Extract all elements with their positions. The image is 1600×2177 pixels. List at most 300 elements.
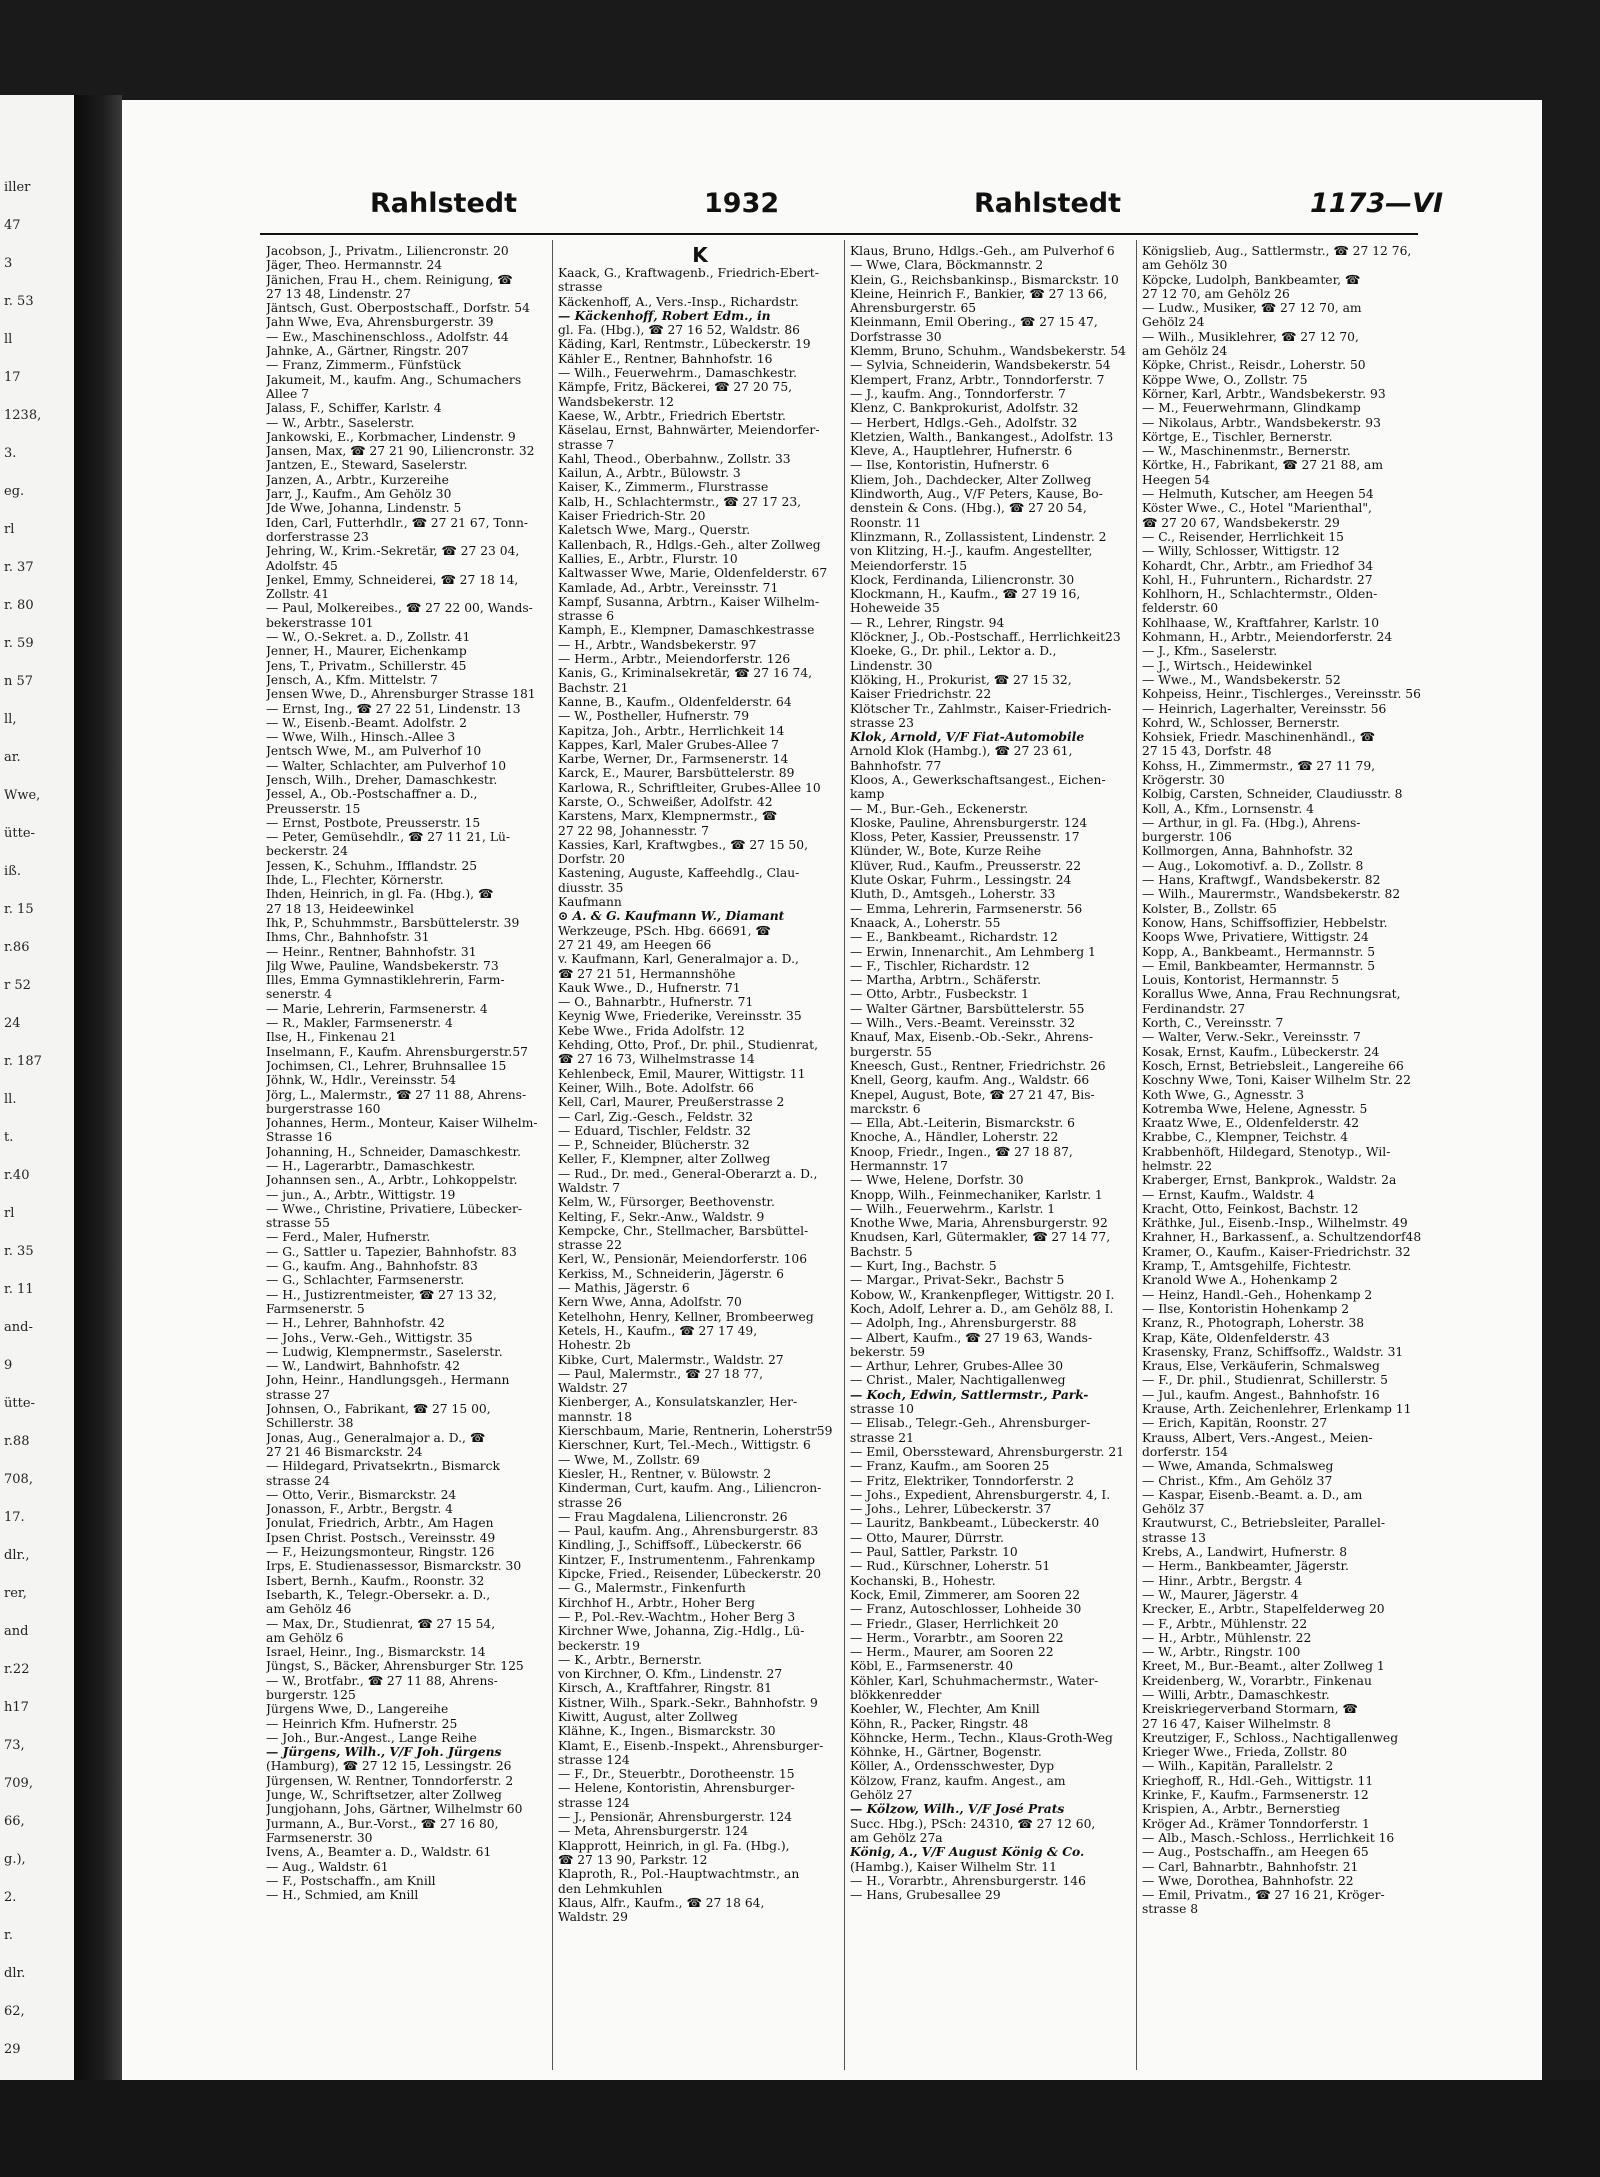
directory-entry: Krispien, A., Arbtr., Bernerstieg	[1142, 1802, 1341, 1817]
directory-entry: Kranz, R., Photograph, Loherstr. 38	[1142, 1316, 1365, 1331]
directory-entry: Jakumeit, M., kaufm. Ang., Schumachers	[266, 372, 522, 387]
directory-entry: 27 16 47, Kaiser Wilhelmstr. 8	[1142, 1716, 1331, 1731]
directory-entry: — Emil, Bankbeamter, Hermannstr. 5	[1142, 958, 1376, 973]
directory-entry: — Kaspar, Eisenb.-Beamt. a. D., am	[1142, 1487, 1363, 1502]
directory-entry: Kohardt, Chr., Arbtr., am Friedhof 34	[1142, 558, 1374, 573]
directory-entry: senerstr. 4	[266, 987, 333, 1002]
directory-entry: Knopp, Wilh., Feinmechaniker, Karlstr. 1	[850, 1187, 1103, 1202]
margin-fragment: 709,	[4, 1776, 33, 1791]
directory-entry: Jankowski, E., Korbmacher, Lindenstr. 9	[266, 429, 516, 444]
directory-entry: strasse 27	[266, 1387, 330, 1402]
margin-fragment: iß.	[4, 864, 21, 879]
directory-entry: Ketelhohn, Henry, Kellner, Brombeerweg	[558, 1309, 814, 1324]
margin-fragment: ütte-	[4, 1396, 35, 1411]
directory-entry: Kaletsch Wwe, Marg., Querstr.	[558, 523, 751, 538]
margin-fragment: 73,	[4, 1738, 25, 1753]
directory-entry: Knoop, Friedr., Ingen., ☎ 27 18 87,	[850, 1144, 1073, 1159]
previous-page-margin	[0, 95, 74, 2080]
directory-entry: den Lehmkuhlen	[558, 1881, 663, 1896]
directory-entry: Kneesch, Gust., Rentner, Friedrichstr. 26	[850, 1058, 1106, 1073]
directory-entry: Knothe Wwe, Maria, Ahrensburgerstr. 92	[850, 1216, 1108, 1231]
directory-entry: — Aug., Lokomotivf. a. D., Zollstr. 8	[1142, 858, 1364, 873]
directory-entry: — Jürgens, Wilh., V/F Joh. Jürgens	[266, 1745, 502, 1760]
margin-fragment: r. 187	[4, 1054, 42, 1069]
directory-entry: Irps, E. Studienassessor, Bismarckstr. 30	[266, 1559, 522, 1574]
margin-fragment: r.	[4, 1928, 13, 1943]
directory-entry: Jessel, A., Ob.-Postschaffner a. D.,	[266, 787, 478, 802]
directory-entry: Knell, Georg, kaufm. Ang., Waldstr. 66	[850, 1073, 1090, 1088]
directory-entry: — P., Pol.-Rev.-Wachtm., Hoher Berg 3	[558, 1609, 796, 1624]
directory-entry: Kräthke, Jul., Eisenb.-Insp., Wilhelmstr. 49	[1142, 1216, 1408, 1231]
directory-entry: Köller, A., Ordensschwester, Dyp	[850, 1759, 1055, 1774]
column-divider	[1136, 240, 1137, 2070]
directory-entry: Farmsenerstr. 30	[266, 1830, 373, 1845]
directory-entry: 27 12 70, am Gehölz 26	[1142, 286, 1290, 301]
directory-entry: — Hans, Kraftwgf., Wandsbekerstr. 82	[1142, 873, 1381, 888]
column-divider	[844, 240, 845, 2070]
margin-fragment: r. 37	[4, 560, 34, 575]
directory-entry: kamp	[850, 787, 885, 802]
directory-entry: Koch, Adolf, Lehrer a. D., am Gehölz 88, I.	[850, 1301, 1114, 1316]
directory-entry: — Wwe., M., Wandsbekerstr. 52	[1142, 672, 1341, 687]
scan-bottom-shadow	[0, 2080, 1600, 2177]
directory-entry: — W., Maschinenmstr., Bernerstr.	[1142, 444, 1351, 459]
directory-entry: Roonstr. 11	[850, 515, 922, 530]
directory-entry: Jarr, J., Kaufm., Am Gehölz 30	[266, 487, 452, 502]
directory-entry: Kloeke, G., Dr. phil., Lektor a. D.,	[850, 644, 1057, 659]
directory-entry: Krinke, F., Kaufm., Farmsenerstr. 12	[1142, 1788, 1369, 1803]
directory-entry: Keynig Wwe, Friederike, Vereinsstr. 35	[558, 1009, 802, 1024]
directory-entry: Jäger, Theo. Hermannstr. 24	[266, 258, 443, 273]
directory-entry: Zollstr. 41	[266, 587, 330, 602]
directory-entry: Kaiser Friedrich-Str. 20	[558, 509, 706, 524]
directory-entry: Jungjohann, Johs, Gärtner, Wilhelmstr 60	[266, 1802, 523, 1817]
directory-entry: — Otto, Maurer, Dürrstr.	[850, 1530, 1004, 1545]
directory-entry: Karste, O., Schweißer, Adolfstr. 42	[558, 794, 773, 809]
directory-entry: Preusserstr. 15	[266, 801, 361, 816]
directory-entry: — Herm., Bankbeamter, Jägerstr.	[1142, 1559, 1349, 1574]
directory-entry: Gehölz 27	[850, 1788, 913, 1803]
directory-entry: Iden, Carl, Futterhdlr., ☎ 27 21 67, Tonn-	[266, 515, 529, 530]
directory-entry: — C., Reisender, Herrlichkeit 15	[1142, 529, 1344, 544]
directory-entry: Jilg Wwe, Pauline, Wandsbekerstr. 73	[266, 958, 499, 973]
directory-entry: Jüngst, S., Bäcker, Ahrensburger Str. 125	[266, 1659, 524, 1674]
directory-entry: — Hildegard, Privatsekrtn., Bismarck	[266, 1459, 501, 1474]
directory-entry: Jansen, Max, ☎ 27 21 90, Liliencronstr. 32	[266, 444, 535, 459]
directory-entry: Kierschbaum, Marie, Rentnerin, Loherstr59	[558, 1424, 833, 1439]
directory-entry: — Erwin, Innenarchit., Am Lehmberg 1	[850, 944, 1096, 959]
directory-entry: 27 13 48, Lindenstr. 27	[266, 286, 411, 301]
directory-entry: felderstr. 60	[1142, 601, 1219, 616]
margin-fragment: r.88	[4, 1434, 30, 1449]
directory-entry: — Adolph, Ing., Ahrensburgerstr. 88	[850, 1316, 1077, 1331]
page-header	[122, 188, 1542, 228]
directory-entry: Knauf, Max, Eisenb.-Ob.-Sekr., Ahrens-	[850, 1030, 1094, 1045]
directory-entry: — Rud., Kürschner, Loherstr. 51	[850, 1559, 1051, 1574]
directory-entry: Succ. Hbg.), PSch: 24310, ☎ 27 12 60,	[850, 1816, 1096, 1831]
directory-entry: Koth Wwe, G., Agnesstr. 3	[1142, 1087, 1305, 1102]
directory-entry: Kampf, Susanna, Arbtrn., Kaiser Wilhelm-	[558, 594, 820, 609]
directory-entry: strasse 55	[266, 1216, 330, 1231]
directory-entry: — Wwe, M., Zollstr. 69	[558, 1452, 700, 1467]
directory-entry: Jürgensen, W. Rentner, Tonndorferstr. 2	[266, 1773, 514, 1788]
margin-fragment: Wwe,	[4, 788, 41, 803]
directory-entry: Heegen 54	[1142, 472, 1210, 487]
directory-entry: — Walter Gärtner, Barsbüttelerstr. 55	[850, 1001, 1085, 1016]
margin-fragment: 17.	[4, 1510, 25, 1525]
directory-entry: — Franz, Zimmerm., Fünfstück	[266, 358, 461, 373]
directory-entry: — W., Eisenb.-Beamt. Adolfstr. 2	[266, 715, 467, 730]
margin-fragment: and-	[4, 1320, 33, 1335]
directory-entry: — Carl, Bahnarbtr., Bahnhofstr. 21	[1142, 1859, 1359, 1874]
directory-entry: Junge, W., Schriftsetzer, alter Zollweg	[266, 1788, 502, 1803]
directory-entry: Korallus Wwe, Anna, Frau Rechnungsrat,	[1142, 987, 1401, 1002]
column-4	[1142, 244, 1426, 1917]
header-left-title: Rahlstedt	[370, 188, 518, 219]
directory-entry: — F., Postschaffn., am Knill	[266, 1873, 436, 1888]
margin-fragment: rl	[4, 522, 15, 537]
header-page-number: 1173—VI	[1310, 188, 1444, 219]
directory-entry: — W., Landwirt, Bahnhofstr. 42	[266, 1359, 461, 1374]
directory-entry: gl. Fa. (Hbg.), ☎ 27 16 52, Waldstr. 86	[558, 323, 801, 338]
directory-entry: — Kurt, Ing., Bachstr. 5	[850, 1259, 997, 1274]
directory-entry: Kipcke, Fried., Reisender, Lübeckerstr. 20	[558, 1567, 822, 1582]
directory-entry: Johannes, Herm., Monteur, Kaiser Wilhelm-	[266, 1116, 538, 1131]
directory-entry: — Helene, Kontoristin, Ahrensburger-	[558, 1781, 795, 1796]
directory-entry: Kloss, Peter, Kassier, Preussenstr. 17	[850, 830, 1080, 845]
directory-entry: Ipsen Christ. Postsch., Vereinsstr. 49	[266, 1530, 496, 1545]
directory-entry: Knudsen, Karl, Gütermakler, ☎ 27 14 77,	[850, 1230, 1111, 1245]
margin-fragment: ll.	[4, 1092, 17, 1107]
directory-entry: burgerstr. 106	[1142, 830, 1232, 845]
directory-entry: — Rud., Dr. med., General-Oberarzt a. D.,	[558, 1166, 818, 1181]
directory-entry: — F., Dr., Steuerbtr., Dorotheenstr. 15	[558, 1767, 795, 1782]
directory-entry: strasse	[558, 280, 603, 295]
directory-entry: Kehding, Otto, Prof., Dr. phil., Studienrat,	[558, 1038, 818, 1053]
directory-entry: Kassies, Karl, Kraftwgbes., ☎ 27 15 50,	[558, 837, 808, 852]
directory-entry: Köpcke, Ludolph, Bankbeamter, ☎	[1142, 272, 1361, 287]
directory-entry: Kraus, Else, Verkäuferin, Schmalsweg	[1142, 1359, 1380, 1374]
directory-entry: bekerstr. 59	[850, 1344, 925, 1359]
margin-fragment: 29	[4, 2042, 21, 2057]
directory-entry: Kreiskriegerverband Stormarn, ☎	[1142, 1702, 1358, 1717]
directory-entry: Kreidenberg, W., Vorarbtr., Finkenau	[1142, 1673, 1372, 1688]
directory-entry: strasse 23	[850, 715, 914, 730]
header-right-title: Rahlstedt	[974, 188, 1122, 219]
directory-entry: Strasse 16	[266, 1130, 333, 1145]
directory-entry: — Wwe, Amanda, Schmalsweg	[1142, 1459, 1334, 1474]
directory-entry: Jentsch Wwe, M., am Pulverhof 10	[266, 744, 482, 759]
directory-entry: — Johs., Lehrer, Lübeckerstr. 37	[850, 1502, 1052, 1517]
directory-entry: Kohlhorn, H., Schlachtermstr., Olden-	[1142, 587, 1378, 602]
directory-entry: — Wwe, Helene, Dorfstr. 30	[850, 1173, 1024, 1188]
directory-entry: — Meta, Ahrensburgerstr. 124	[558, 1824, 749, 1839]
directory-entry: — Martha, Arbtrn., Schäferstr.	[850, 973, 1042, 988]
directory-entry: — G., Sattler u. Tapezier, Bahnhofstr. 83	[266, 1244, 517, 1259]
directory-entry: Kirchhof H., Arbtr., Hoher Berg	[558, 1595, 756, 1610]
directory-entry: Klindworth, Aug., V/F Peters, Kause, Bo-	[850, 487, 1103, 502]
directory-entry: Knoche, A., Händler, Loherstr. 22	[850, 1130, 1059, 1145]
directory-entry: mannstr. 18	[558, 1409, 633, 1424]
margin-fragment: iller	[4, 180, 31, 195]
directory-entry: Königslieb, Aug., Sattlermstr., ☎ 27 12 76,	[1142, 244, 1412, 258]
directory-entry: Kallenbach, R., Hdlgs.-Geh., alter Zollweg	[558, 537, 821, 552]
margin-fragment: r. 11	[4, 1282, 34, 1297]
directory-entry: bekerstrasse 101	[266, 615, 374, 630]
directory-entry: Kinderman, Curt, kaufm. Ang., Liliencron-	[558, 1481, 822, 1496]
directory-entry: Körner, Karl, Arbtr., Wandsbekerstr. 93	[1142, 386, 1386, 401]
directory-entry: Jonas, Aug., Generalmajor a. D., ☎	[266, 1430, 486, 1445]
directory-entry: Kalb, H., Schlachtermstr., ☎ 27 17 23,	[558, 494, 802, 509]
directory-entry: (Hamburg), ☎ 27 12 15, Lessingstr. 26	[266, 1759, 512, 1774]
directory-entry: Kaiser, K., Zimmerm., Flurstrasse	[558, 480, 769, 495]
directory-entry: Klockmann, H., Kaufm., ☎ 27 19 16,	[850, 587, 1081, 602]
directory-entry: Allee 7	[266, 386, 310, 401]
directory-entry: — M., Bur.-Geh., Eckenerstr.	[850, 801, 1029, 816]
directory-entry: Arnold Klok (Hambg.), ☎ 27 23 61,	[850, 744, 1073, 759]
directory-entry: — Koch, Edwin, Sattlermstr., Park-	[850, 1387, 1089, 1402]
directory-entry: Jens, T., Privatm., Schillerstr. 45	[266, 658, 467, 673]
directory-entry: Kliem, Joh., Dachdecker, Alter Zollweg	[850, 472, 1092, 487]
directory-entry: Krebs, A., Landwirt, Hufnerstr. 8	[1142, 1545, 1348, 1560]
directory-entry: Gehölz 37	[1142, 1502, 1205, 1517]
directory-entry: — H., Justizrentmeister, ☎ 27 13 32,	[266, 1287, 497, 1302]
directory-entry: Jahn Wwe, Eva, Ahrensburgerstr. 39	[266, 315, 494, 330]
directory-entry: Inselmann, F., Kaufm. Ahrensburgerstr.57	[266, 1044, 528, 1059]
column-2	[558, 244, 842, 1924]
directory-entry: Kölzow, Franz, kaufm. Angest., am	[850, 1773, 1066, 1788]
section-letter: K	[692, 243, 708, 267]
margin-fragment: dlr.,	[4, 1548, 30, 1563]
directory-entry: — Wwe, Wilh., Hinsch.-Allee 3	[266, 730, 456, 745]
directory-entry: Ilse, H., Finkenau 21	[266, 1030, 397, 1045]
directory-entry: Kletzien, Walth., Bankangest., Adolfstr. 13	[850, 429, 1114, 444]
directory-entry: Dorfstr. 20	[558, 852, 625, 867]
directory-entry: Koschny Wwe, Toni, Kaiser Wilhelm Str. 22	[1142, 1073, 1411, 1088]
directory-entry: Köhncke, Herm., Techn., Klaus-Groth-Weg	[850, 1730, 1113, 1745]
directory-entry: am Gehölz 6	[266, 1630, 344, 1645]
directory-entry: Jänichen, Frau H., chem. Reinigung, ☎	[266, 272, 513, 287]
directory-entry: — Helmuth, Kutscher, am Heegen 54	[1142, 487, 1374, 502]
directory-entry: beckerstr. 24	[266, 844, 348, 859]
directory-entry: Ahrensburgerstr. 65	[850, 301, 977, 316]
directory-entry: strasse 13	[1142, 1530, 1206, 1545]
directory-entry: Kiesler, H., Rentner, v. Bülowstr. 2	[558, 1466, 772, 1481]
directory-entry: Dorfstrasse 30	[850, 329, 942, 344]
directory-entry: Krecker, E., Arbtr., Stapelfelderweg 20	[1142, 1602, 1385, 1617]
directory-entry: Kern Wwe, Anna, Adolfstr. 70	[558, 1295, 742, 1310]
directory-entry: Kämpfe, Fritz, Bäckerei, ☎ 27 20 75,	[558, 380, 793, 395]
directory-entry: Johnsen, O., Fabrikant, ☎ 27 15 00,	[266, 1402, 491, 1417]
margin-fragment: r 52	[4, 978, 31, 993]
directory-entry: Koll, A., Kfm., Lornsenstr. 4	[1142, 801, 1314, 816]
directory-page	[122, 100, 1542, 2110]
column-divider	[552, 240, 553, 2070]
directory-entry: Klaproth, R., Pol.-Hauptwachtmstr., an	[558, 1867, 800, 1882]
directory-entry: Ivens, A., Beamter a. D., Waldstr. 61	[266, 1845, 492, 1860]
directory-entry: — Willi, Arbtr., Damaschkestr.	[1142, 1687, 1330, 1702]
directory-entry: — Walter, Verw.-Sekr., Vereinsstr. 7	[1142, 1030, 1361, 1045]
directory-entry: Jensch, Wilh., Dreher, Damaschkestr.	[266, 772, 498, 787]
column-3	[850, 244, 1134, 1902]
margin-fragment: h17	[4, 1700, 29, 1715]
directory-entry: Klötscher Tr., Zahlmstr., Kaiser-Friedrich-	[850, 701, 1112, 716]
directory-entry: — W., O.-Sekret. a. D., Zollstr. 41	[266, 630, 471, 645]
margin-fragment: and	[4, 1624, 29, 1639]
directory-entry: Jurmann, A., Bur.-Vorst., ☎ 27 16 80,	[266, 1816, 499, 1831]
directory-entry: Klempert, Franz, Arbtr., Tonndorferstr. 7	[850, 372, 1105, 387]
directory-entry: Klenz, C. Bankprokurist, Adolfstr. 32	[850, 401, 1079, 416]
directory-entry: Jöhnk, W., Hdlr., Vereinsstr. 54	[266, 1073, 457, 1088]
directory-entry: — Hans, Grubesallee 29	[850, 1888, 1001, 1903]
directory-entry: Israel, Heinr., Ing., Bismarckstr. 14	[266, 1645, 486, 1660]
directory-entry: — G., Malermstr., Finkenfurth	[558, 1581, 746, 1596]
directory-entry: — Wilh., Feuerwehrm., Damaschkestr.	[558, 366, 798, 381]
margin-fragment: 9	[4, 1358, 13, 1373]
directory-entry: Kastening, Auguste, Kaffeehdlg., Clau-	[558, 866, 800, 881]
directory-entry: Kelting, F., Sekr.-Anw., Waldstr. 9	[558, 1209, 765, 1224]
directory-entry: Kaiser Friedrichstr. 22	[850, 687, 992, 702]
directory-entry: 27 15 43, Dorfstr. 48	[1142, 744, 1272, 759]
book-gutter	[74, 95, 122, 2080]
directory-entry: — Max, Dr., Studienrat, ☎ 27 15 54,	[266, 1616, 496, 1631]
directory-entry: burgerstrasse 160	[266, 1101, 381, 1116]
directory-entry: Ketels, H., Kaufm., ☎ 27 17 49,	[558, 1323, 758, 1338]
directory-entry: Jörg, L., Malermstr., ☎ 27 11 88, Ahrens-	[266, 1087, 527, 1102]
margin-fragment: r. 80	[4, 598, 34, 613]
margin-fragment: r.86	[4, 940, 30, 955]
directory-entry: — F., Dr. phil., Studienrat, Schillerstr. 5	[1142, 1373, 1388, 1388]
directory-entry: Kappes, Karl, Maler Grubes-Allee 7	[558, 737, 780, 752]
directory-entry: Kirchner Wwe, Johanna, Zig.-Hdlg., Lü-	[558, 1624, 805, 1639]
directory-entry: Jäntsch, Gust. Oberpostschaff., Dorfstr. 54	[266, 301, 530, 316]
directory-entry: — Wilh., Feuerwehrm., Karlstr. 1	[850, 1201, 1056, 1216]
directory-entry: Hermannstr. 17	[850, 1159, 948, 1173]
directory-entry: Jde Wwe, Johanna, Lindenstr. 5	[266, 501, 462, 516]
directory-entry: Kracht, Otto, Feinkost, Bachstr. 12	[1142, 1201, 1359, 1216]
directory-entry: — Ludw., Musiker, ☎ 27 12 70, am	[1142, 301, 1362, 316]
directory-entry: Hohestr. 2b	[558, 1338, 631, 1353]
directory-entry: Johannsen sen., A., Arbtr., Lohkoppelstr.	[266, 1173, 518, 1188]
margin-fragment: 62,	[4, 2004, 25, 2019]
directory-entry: marckstr. 6	[850, 1101, 921, 1116]
margin-fragment: r. 59	[4, 636, 34, 651]
directory-entry: — Ludwig, Klempnermstr., Saselerstr.	[266, 1344, 503, 1359]
directory-entry: — F., Heizungsmonteur, Ringstr. 126	[266, 1545, 495, 1560]
directory-entry: Karlowa, R., Schriftleiter, Grubes-Allee 10	[558, 780, 821, 795]
directory-entry: Knaack, A., Loherstr. 55	[850, 915, 1001, 930]
directory-entry: — Wilh., Vers.-Beamt. Vereinsstr. 32	[850, 1016, 1076, 1031]
directory-entry: Kohlhaase, W., Kraftfahrer, Karlstr. 10	[1142, 615, 1380, 630]
directory-entry: Jalass, F., Schiffer, Karlstr. 4	[266, 401, 442, 416]
directory-entry: Käselau, Ernst, Bahnwärter, Meiendorfer-	[558, 423, 820, 438]
directory-entry: Kähler E., Rentner, Bahnhofstr. 16	[558, 351, 773, 366]
directory-entry: — Marie, Lehrerin, Farmsenerstr. 4	[266, 1001, 488, 1016]
directory-entry: — Heinr., Rentner, Bahnhofstr. 31	[266, 944, 477, 959]
directory-entry: — Paul, Molkereibes., ☎ 27 22 00, Wands-	[266, 601, 533, 616]
directory-entry: — Franz, Autoschlosser, Lohheide 30	[850, 1602, 1082, 1617]
directory-entry: — Johs., Verw.-Geh., Wittigstr. 35	[266, 1330, 473, 1345]
directory-entry: — Herm., Vorarbtr., am Sooren 22	[850, 1630, 1064, 1645]
directory-entry: — Heinrich, Lagerhalter, Vereinsstr. 56	[1142, 701, 1387, 716]
directory-entry: — Ilse, Kontoristin Hohenkamp 2	[1142, 1301, 1350, 1316]
directory-entry: beckerstr. 19	[558, 1638, 640, 1653]
directory-entry: Wandsbekerstr. 12	[558, 394, 675, 409]
directory-entry: — Wwe., Christine, Privatiere, Lübecker-	[266, 1201, 523, 1216]
margin-fragment: g.),	[4, 1852, 26, 1867]
directory-entry: Meiendorferstr. 15	[850, 558, 968, 573]
directory-entry: Krabbenhöft, Hildegard, Stenotyp., Wil-	[1142, 1144, 1391, 1159]
directory-entry: strasse 7	[558, 437, 615, 452]
directory-entry: Klöking, H., Prokurist, ☎ 27 15 32,	[850, 672, 1072, 687]
margin-fragment: 2.	[4, 1890, 17, 1905]
directory-entry: Kamlade, Ad., Arbtr., Vereinsstr. 71	[558, 580, 779, 595]
directory-entry: Koehler, W., Flechter, Am Knill	[850, 1702, 1040, 1717]
directory-entry: — Franz, Kaufm., am Sooren 25	[850, 1459, 1050, 1474]
directory-entry: Krasensky, Franz, Schiffsoffz., Waldstr. 31	[1142, 1344, 1404, 1359]
directory-entry: Krabbe, C., Klempner, Teichstr. 4	[1142, 1130, 1349, 1145]
directory-entry: Kolster, B., Zollstr. 65	[1142, 901, 1277, 916]
directory-entry: Kahl, Theod., Oberbahnw., Zollstr. 33	[558, 451, 791, 466]
directory-entry: Klaus, Alfr., Kaufm., ☎ 27 18 64,	[558, 1895, 765, 1910]
directory-entry: — Wilh., Musiklehrer, ☎ 27 12 70,	[1142, 329, 1359, 344]
margin-fragment: 66,	[4, 1814, 25, 1829]
directory-entry: — Mathis, Jägerstr. 6	[558, 1281, 690, 1296]
directory-entry: Kock, Emil, Zimmerer, am Sooren 22	[850, 1587, 1081, 1602]
directory-entry: Kindling, J., Schiffsoff., Lübeckerstr. 66	[558, 1538, 802, 1553]
margin-fragment: 708,	[4, 1472, 33, 1487]
directory-entry: — H., Arbtr., Wandsbekerstr. 97	[558, 637, 757, 652]
directory-entry: — Heinrich Kfm. Hufnerstr. 25	[266, 1716, 458, 1731]
directory-entry: Waldstr. 29	[558, 1910, 628, 1925]
directory-entry: — Wwe, Dorothea, Bahnhofstr. 22	[1142, 1873, 1354, 1888]
directory-entry: Kerl, W., Pensionär, Meiendorferstr. 106	[558, 1252, 808, 1267]
margin-fragment: r. 35	[4, 1244, 34, 1259]
directory-entry: — Paul, Malermstr., ☎ 27 18 77,	[558, 1366, 763, 1381]
margin-fragment: r. 53	[4, 294, 34, 309]
directory-entry: Krögerstr. 30	[1142, 772, 1225, 787]
directory-entry: — Alb., Masch.-Schloss., Herrlichkeit 16	[1142, 1830, 1395, 1845]
directory-entry: Klünder, W., Bote, Kurze Reihe	[850, 844, 1042, 859]
directory-entry: am Gehölz 46	[266, 1602, 352, 1617]
directory-entry: — W., Brotfabr., ☎ 27 11 88, Ahrens-	[266, 1673, 498, 1688]
directory-entry: Kreet, M., Bur.-Beamt., alter Zollweg 1	[1142, 1659, 1385, 1674]
directory-entry: — W., Maurer, Jägerstr. 4	[1142, 1587, 1299, 1602]
directory-entry: — Albert, Kaufm., ☎ 27 19 63, Wands-	[850, 1330, 1093, 1345]
directory-entry: König, A., V/F August König & Co.	[850, 1845, 1085, 1860]
directory-entry: Kramp, T., Amtsgehilfe, Fichtestr.	[1142, 1259, 1352, 1274]
directory-entry: Kohl, H., Fuhruntern., Richardstr. 27	[1142, 572, 1373, 587]
directory-entry: — M., Feuerwehrmann, Glindkamp	[1142, 401, 1361, 416]
directory-entry: Jonulat, Friedrich, Arbtr., Am Hagen	[266, 1516, 494, 1531]
directory-entry: — P., Schneider, Blücherstr. 32	[558, 1138, 750, 1153]
directory-entry: — jun., A., Arbtr., Wittigstr. 19	[266, 1187, 456, 1202]
directory-entry: Schillerstr. 38	[266, 1416, 354, 1431]
directory-entry: — J., Pensionär, Ahrensburgerstr. 124	[558, 1810, 793, 1825]
directory-entry: Kranold Wwe A., Hohenkamp 2	[1142, 1273, 1338, 1288]
directory-entry: Lindenstr. 30	[850, 658, 933, 673]
directory-entry: — Walter, Schlachter, am Pulverhof 10	[266, 758, 507, 773]
directory-entry: Gehölz 24	[1142, 315, 1205, 330]
directory-entry: Kanis, G., Kriminalsekretär, ☎ 27 16 74,	[558, 666, 813, 681]
directory-entry: Jonasson, F., Arbtr., Bergstr. 4	[266, 1502, 453, 1517]
directory-entry: ☎ 27 13 90, Parkstr. 12	[558, 1852, 708, 1867]
directory-entry: — Ernst, Kaufm., Waldstr. 4	[1142, 1187, 1315, 1202]
directory-entry: Kiwitt, August, alter Zollweg	[558, 1709, 738, 1724]
directory-entry: strasse 124	[558, 1752, 630, 1767]
directory-entry: — Emma, Lehrerin, Farmsenerstr. 56	[850, 901, 1083, 916]
directory-entry: Kailun, A., Arbtr., Bülowstr. 3	[558, 466, 741, 481]
